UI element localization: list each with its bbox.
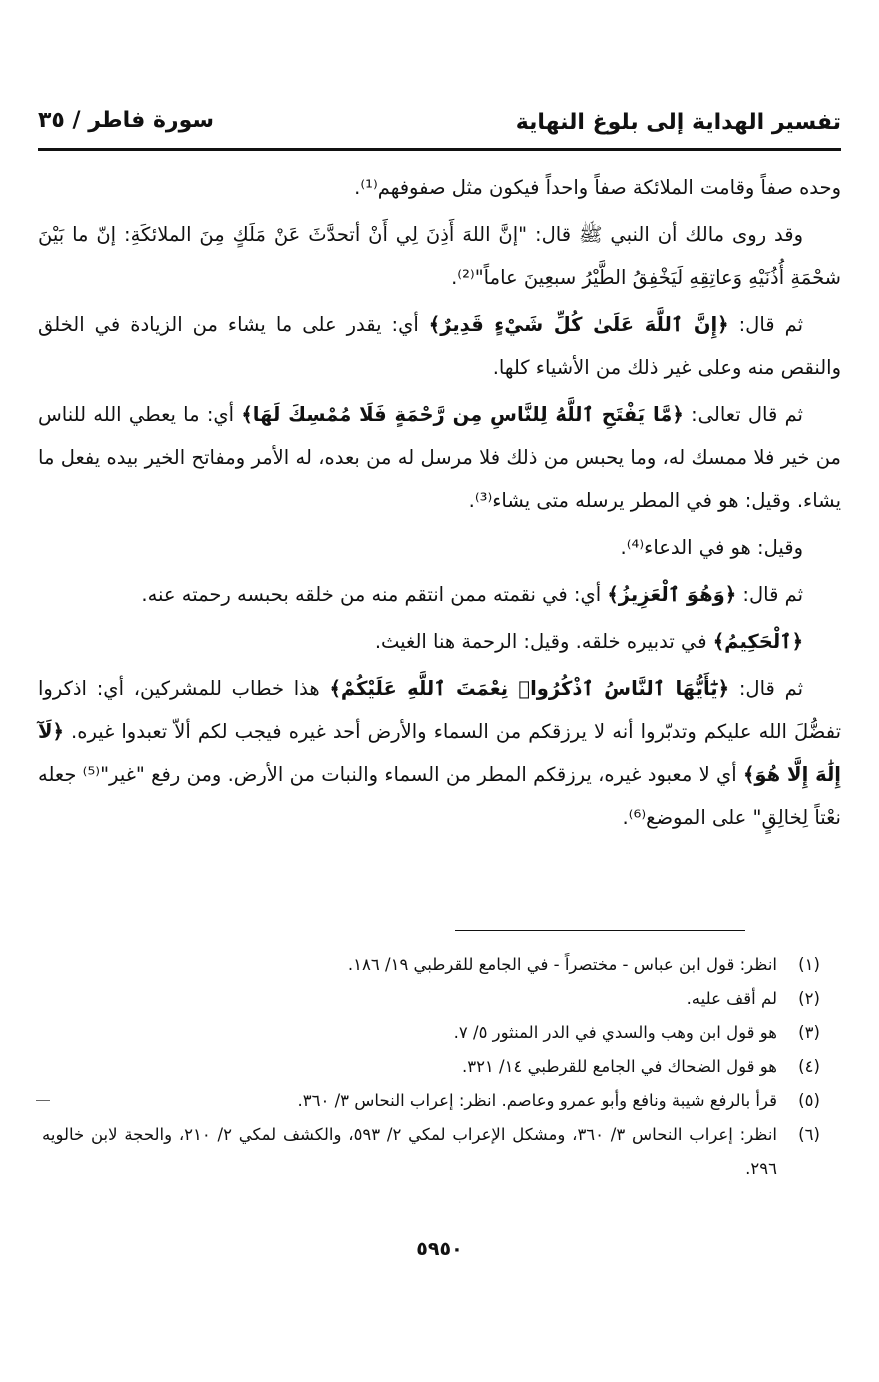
paragraph-text: ثم قال تعالى:	[683, 403, 803, 426]
paragraph-text: ثم قال:	[729, 677, 803, 700]
paragraph-text: ثم قال:	[736, 583, 803, 606]
footnote-item	[38, 948, 841, 982]
footnote-text: قرأ بالرفع شيبة ونافع وأبو عمرو وعاصم. انظر: إعراب النحاس ٣/ ٣٦٠.	[297, 1091, 777, 1110]
quran-verse: ﴿ٱلْحَكِيمُ﴾	[712, 630, 803, 653]
footnote-number: (٤)	[798, 1057, 820, 1076]
surah-label: سورة فاطر / ٣٥	[38, 108, 215, 133]
paragraph-text: وقد روى مالك أن النبي ﷺ قال: "إنَّ اللهَ أَذِنَ لِي أَنْ أتحدَّثَ عَنْ مَلَكٍ مِنَ الملائكَةِ: إنّ ما بَيْنَ شحْمَةِ أُذُنَيْهِ وَعاتِقِهِ لَيَخْفِقُ الطَّيْرُ سبعِينَ عاماً"⁽²⁾.	[38, 223, 841, 289]
paragraph-text: أي: يقدر على ما يشاء من الزيادة في الخلق والنقص منه وعلى غير ذلك من الأشياء كلها.	[38, 313, 841, 379]
paragraph-text: أي: في نقمته ممن انتقم منه من خلقه بحبسه رحمته عنه.	[141, 583, 608, 606]
paragraph-text: ثم قال:	[728, 313, 804, 336]
footnote-text: لم أقف عليه.	[686, 989, 777, 1008]
footnote-number: (٦)	[798, 1125, 820, 1144]
footnote-number: (٥)	[798, 1091, 820, 1110]
footnote-item	[38, 1050, 841, 1084]
paragraph-text: وقيل: هو في الدعاء⁽⁴⁾.	[620, 536, 803, 559]
paragraph-text: وحده صفاً وقامت الملائكة صفاً واحداً فيكون مثل صفوفهم⁽¹⁾.	[354, 176, 841, 199]
quran-verse: ﴿وَهُوَ ٱلْعَزِيزُ﴾	[607, 583, 737, 606]
page-number: ٥٩٥٠	[416, 1238, 463, 1260]
footnote-item	[38, 982, 841, 1016]
running-header	[38, 102, 841, 148]
header-rule	[38, 148, 841, 151]
paragraph	[38, 303, 841, 389]
quran-verse: ﴿إِنَّ ٱللَّهَ عَلَىٰ كُلِّ شَيْءٍ قَدِيرٌ﴾	[428, 313, 729, 336]
footnote-number: (٢)	[798, 989, 820, 1008]
footnote-item	[38, 1118, 841, 1186]
footnote-text: انظر: قول ابن عباس - مختصراً - في الجامع للقرطبي ١٩/ ١٨٦.	[347, 955, 777, 974]
footnote-text: انظر: إعراب النحاس ٣/ ٣٦٠، ومشكل الإعراب لمكي ٢/ ٥٩٣، والكشف لمكي ٢/ ٢١٠، والحجة لابن خالويه ٢٩٦.	[42, 1125, 778, 1178]
footnote-separator	[455, 930, 745, 931]
paragraph	[38, 620, 841, 663]
footnote-number: (١)	[798, 955, 820, 974]
paragraph-text: أي لا معبود غيره، يرزقكم المطر من السماء والنبات من الأرض. ومن رفع "غير"⁽⁵⁾ جعله نعْتاً لِخالِقٍ" على الموضع⁽⁶⁾.	[38, 763, 841, 829]
footnote-item	[38, 1016, 841, 1050]
paragraph	[38, 166, 841, 209]
scan-mark	[36, 1100, 50, 1101]
quran-verse: ﴿مَّا يَفْتَحِ ٱللَّهُ لِلنَّاسِ مِن رَّحْمَةٍ فَلَا مُمْسِكَ لَهَا﴾	[241, 403, 684, 426]
footnotes	[38, 948, 841, 1186]
footnote-text: هو قول الضحاك في الجامع للقرطبي ١٤/ ٣٢١.	[461, 1057, 777, 1076]
main-text	[38, 166, 841, 843]
footnote-item	[38, 1084, 841, 1118]
quran-verse: ﴿لَآ إِلَٰهَ إِلَّا هُوَ﴾	[38, 720, 841, 786]
book-title: تفسير الهداية إلى بلوغ النهاية	[515, 110, 841, 135]
quran-verse: ﴿يَٰٓأَيُّهَا ٱلنَّاسُ ٱذْكُرُوا۟ نِعْمَتَ ٱللَّهِ عَلَيْكُمْ﴾	[329, 677, 730, 700]
footnote-text: هو قول ابن وهب والسدي في الدر المنثور ٥/ ٧.	[453, 1023, 777, 1042]
paragraph-text: أي: ما يعطي الله للناس من خير فلا ممسك له، وما يحبس من ذلك فلا مرسل له من بعده، له الأمر ومفاتح الخير بيده يفعل ما يشاء. وقيل: هو في المطر يرسله متى يشاء⁽³⁾.	[38, 403, 841, 512]
paragraph	[38, 573, 841, 616]
paragraph	[38, 667, 841, 839]
paragraph	[38, 213, 841, 299]
paragraph	[38, 526, 841, 569]
footnote-number: (٣)	[798, 1023, 820, 1042]
paragraph-text: هذا خطاب للمشركين، أي: اذكروا تفضُّلَ الله عليكم وتدبّروا أنه لا يرزقكم من السماء والأرض أحد غيره فيجب لكم ألاّ تعبدوا غيره.	[38, 677, 841, 743]
paragraph	[38, 393, 841, 522]
paragraph-text: في تدبيره خلقه. وقيل: الرحمة هنا الغيث.	[374, 630, 713, 653]
